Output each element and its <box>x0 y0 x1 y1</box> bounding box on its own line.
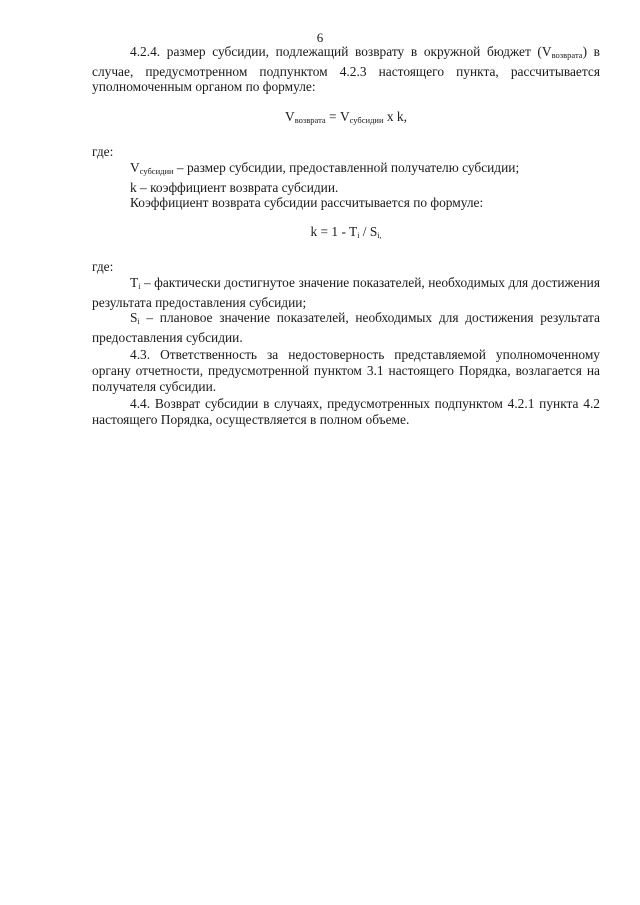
definition-v-subsidy <box>92 160 600 180</box>
paragraph-4-4: 4.4. Возврат субсидии в случаях, предусмотренных подпунктом 4.2.1 пункта 4.2 настоящего Порядка, осуществляется в полном объеме. <box>92 396 600 427</box>
formula1-equals: = V <box>325 108 350 124</box>
definition-s-letter: S <box>130 310 138 326</box>
formula1-rest: x k, <box>383 108 407 124</box>
definition-v-letter: V <box>130 159 140 175</box>
paragraph-4-2-4-start: 4.2.4. размер субсидии, подлежащий возврату в окружной бюджет (V <box>130 44 552 59</box>
definition-s <box>92 310 600 345</box>
formula1-v-return-subscript: возврата <box>294 114 326 125</box>
document-body <box>92 44 600 427</box>
definition-v-text: – размер субсидии, предоставленной получателю субсидии; <box>173 159 520 175</box>
formula1-v: V <box>285 108 295 124</box>
definition-t-subscript: i <box>138 281 141 291</box>
paragraph-4-2-4 <box>92 44 600 95</box>
formula2-s-subscript: i, <box>377 230 382 240</box>
paragraph-4-2-4-end: ) в случае, предусмотренном подпунктом 4.2.3 настоящего пункта, рассчитывается уполномоченным органом по формуле: <box>92 44 600 95</box>
definition-s-subscript: i <box>137 317 140 327</box>
formula2-start: k = 1 - T <box>310 223 358 239</box>
v-return-subscript: возврата <box>551 50 583 60</box>
coefficient-intro: Коэффициент возврата субсидии рассчитывается по формуле: <box>130 195 484 211</box>
formula2-t-subscript: i <box>357 230 360 240</box>
definition-k: k – коэффициент возврата субсидии. <box>130 179 339 195</box>
formula1-v-subsidy-subscript: субсидии <box>349 114 384 125</box>
where-label-1: где: <box>92 144 114 160</box>
where-label-2: где: <box>92 259 114 275</box>
definition-v-subscript: субсидии <box>139 165 174 176</box>
definition-t-text: – фактически достигнутое значение показателей, необходимых для достижения результата предоставления субсидии; <box>92 274 600 310</box>
formula-return-amount <box>92 109 600 129</box>
definition-s-text: – плановое значение показателей, необходимых для достижения результата предоставления субсидии. <box>92 310 600 345</box>
formula2-mid: / S <box>359 223 378 239</box>
definition-t <box>92 275 600 310</box>
page-number: 6 <box>316 30 324 45</box>
formula-coefficient <box>92 224 600 244</box>
definition-t-letter: T <box>130 274 139 290</box>
paragraph-4-3: 4.3. Ответственность за недостоверность представляемой уполномоченному органу отчетности, предусмотренной пунктом 3.1 настоящего Порядка, возлагается на получателя субсидии. <box>92 347 600 394</box>
